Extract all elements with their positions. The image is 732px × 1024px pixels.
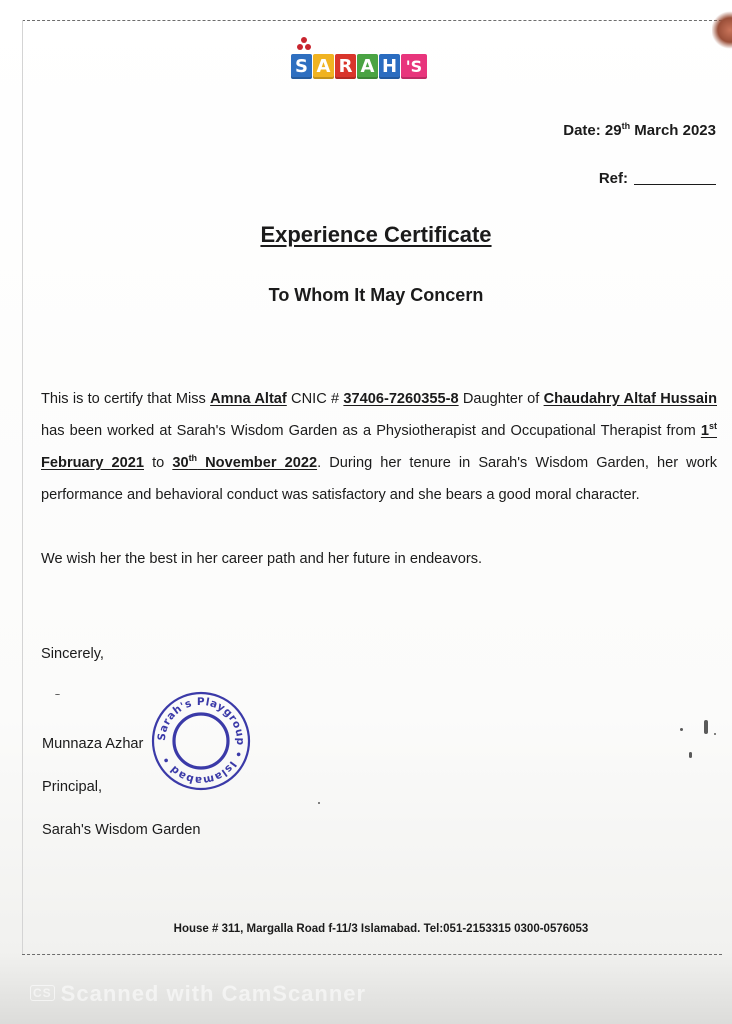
camscanner-watermark xyxy=(30,981,366,1007)
body-text: This is to certify that Miss xyxy=(41,391,211,407)
cnic-number: 37406-7260355-8 xyxy=(343,391,459,407)
start-day-suffix: st xyxy=(708,421,717,431)
signer-position: Principal, xyxy=(42,779,103,795)
signer-name: Munnaza Azhar xyxy=(42,736,144,752)
end-date xyxy=(172,455,317,471)
bottom-border-line xyxy=(22,954,722,955)
date-suffix: th xyxy=(621,121,631,131)
watermark-text: Scanned with CamScanner xyxy=(60,981,367,1006)
certificate-title xyxy=(0,222,732,248)
logo-dots-icon xyxy=(297,37,317,53)
end-day: 30 xyxy=(172,455,189,471)
date-label: Date: 29 xyxy=(563,122,622,139)
title-text: Experience Certificate xyxy=(260,222,492,247)
stamp-seal-icon xyxy=(150,690,252,792)
logo-letters xyxy=(291,54,427,79)
signer-organization: Sarah's Wisdom Garden xyxy=(42,822,201,838)
top-border-line xyxy=(22,20,722,21)
start-day: 1 xyxy=(700,423,709,439)
logo-letter: R xyxy=(335,54,356,79)
start-month-year: February 2021 xyxy=(41,455,144,471)
date-month-year: March 2023 xyxy=(630,122,716,139)
logo-letter: A xyxy=(313,54,334,79)
stamp-text: Sarah's Playgroup • Islamabad • xyxy=(155,695,247,787)
school-stamp xyxy=(150,690,252,792)
reference-line xyxy=(599,170,716,187)
sincerely-line: Sincerely, xyxy=(41,646,104,662)
father-name: Chaudahry Altaf Hussain xyxy=(543,391,717,407)
body-text: CNIC # xyxy=(286,391,344,407)
sarahs-logo xyxy=(287,37,457,87)
watermark-badge: CS xyxy=(30,985,55,1001)
logo-letter: A xyxy=(357,54,378,79)
certificate-subtitle: To Whom It May Concern xyxy=(268,285,484,305)
end-day-suffix: th xyxy=(188,453,198,463)
footer-address: House # 311, Margalla Road f-11/3 Islamabad. Tel:051-2153315 0300-0576053 xyxy=(173,923,589,935)
body-text: to xyxy=(144,455,173,471)
employee-name: Amna Altaf xyxy=(210,391,287,407)
end-month-year: November 2022 xyxy=(197,455,318,471)
corner-tab-mark xyxy=(712,10,732,50)
logo-letter: H xyxy=(379,54,400,79)
certificate-body xyxy=(41,383,717,511)
body-text: has been worked at Sarah's Wisdom Garden as a Physiotherapist and Occupational Therapist from xyxy=(41,423,701,439)
ref-blank-field xyxy=(634,184,716,185)
svg-text:Sarah's Playgroup • Islamabad xyxy=(156,696,246,786)
logo-letter: 'S xyxy=(401,54,427,79)
closing-wish: We wish her the best in her career path and her future in endeavors. xyxy=(41,551,483,567)
ref-label: Ref: xyxy=(598,170,628,187)
logo-letter: S xyxy=(291,54,312,79)
body-text: Daughter of xyxy=(458,391,544,407)
left-border-line xyxy=(22,20,23,954)
body-text: . During her tenure in Sarah's Wisdom Garden, her work performance and behavioral conduct was satisfactory and she bears a good moral character. xyxy=(41,455,717,503)
date-line xyxy=(563,122,716,139)
